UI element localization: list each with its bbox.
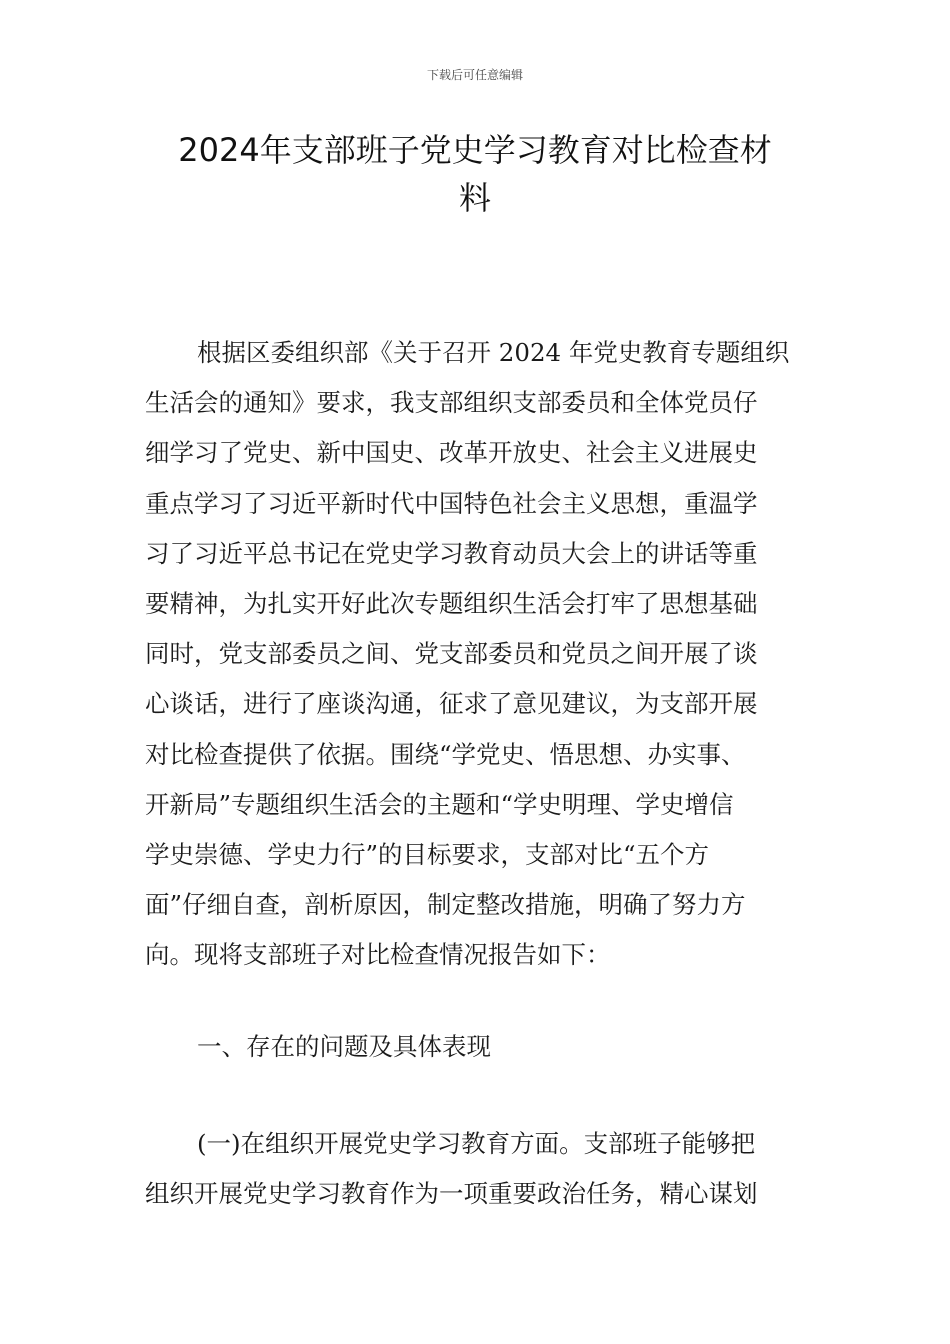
header-note: 下载后可任意编辑 bbox=[426, 68, 523, 82]
paragraph-line: 组织开展党史学习教育作为一项重要政治任务，精心谋划 bbox=[145, 1179, 758, 1209]
paragraph-line: 生活会的通知》要求，我支部组织支部委员和全体党员仔 bbox=[145, 388, 758, 418]
paragraph-line: 面”仔细自查，剖析原因，制定整改措施，明确了努力方 bbox=[145, 890, 746, 920]
paragraph-line: 重点学习了习近平新时代中国特色社会主义思想，重温学 bbox=[145, 488, 758, 518]
section-heading-text: 一、存在的问题及具体表现 bbox=[197, 1032, 491, 1061]
paragraph-line: 向。现将支部班子对比检查情况报告如下： bbox=[145, 940, 611, 970]
title-line: 料 bbox=[458, 179, 491, 217]
paragraph-line: 习了习近平总书记在党史学习教育动员大会上的讲话等重 bbox=[145, 538, 758, 568]
paragraph-line: 对比检查提供了依据。围绕“学党史、悟思想、办实事、 bbox=[145, 739, 746, 769]
title-line: 2024年支部班子党史学习教育对比检查材 bbox=[178, 131, 772, 169]
paragraph-line: 学史崇德、学史力行”的目标要求，支部对比“五个方 bbox=[145, 840, 710, 870]
paragraph-line: 细学习了党史、新中国史、改革开放史、社会主义进展史 bbox=[145, 438, 758, 468]
paragraph-intro bbox=[145, 328, 810, 981]
section-heading bbox=[145, 1022, 810, 1072]
paragraph-line: 开新局”专题组织生活会的主题和“学史明理、学史增信 bbox=[145, 789, 734, 819]
paragraph-line: 心谈话，进行了座谈沟通，征求了意见建议，为支部开展 bbox=[145, 689, 758, 719]
paragraph-line: (一)在组织开展党史学习教育方面。支部班子能够把 bbox=[197, 1129, 756, 1158]
paragraph-line: 同时，党支部委员之间、党支部委员和党员之间开展了谈 bbox=[145, 639, 758, 669]
paragraph-line: 要精神，为扎实开好此次专题组织生活会打牢了思想基础 bbox=[145, 589, 758, 619]
paragraph-section-1 bbox=[145, 1119, 810, 1219]
document-title bbox=[145, 126, 805, 222]
paragraph-line: 根据区委组织部《关于召开 2024 年党史教育专题组织 bbox=[197, 338, 790, 367]
